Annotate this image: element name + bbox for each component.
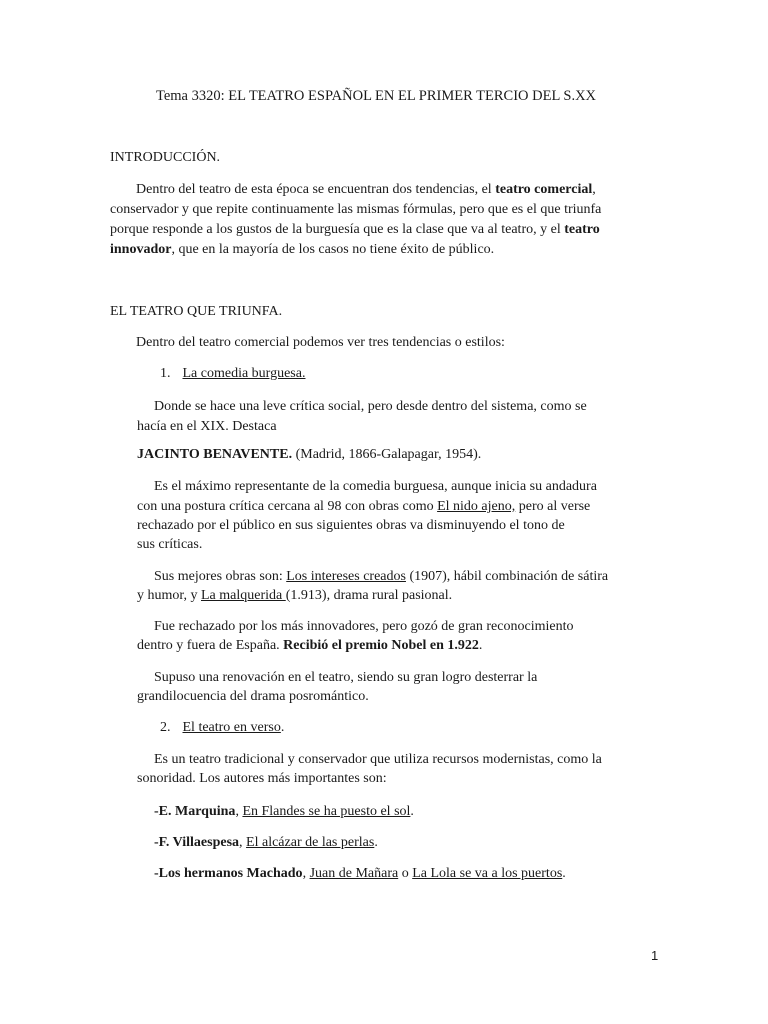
author-villaespesa: -F. Villaespesa, El alcázar de las perlas.	[154, 835, 378, 850]
p3-line-1: Sus mejores obras son: Los intereses creados (1907), hábil combinación de sátira	[154, 569, 609, 584]
author-marquina: -E. Marquina, En Flandes se ha puesto el sol.	[154, 804, 414, 819]
item-label: La comedia burguesa.	[182, 366, 306, 381]
intro-line-4: innovador, que en la mayoría de los casos no tiene éxito de público.	[110, 242, 495, 257]
intro-line-2: conservador y que repite continuamente las mismas fórmulas, pero que es el que triunfa	[110, 202, 602, 217]
work-title: El nido ajeno,	[437, 499, 516, 514]
author-benavente	[137, 445, 481, 465]
work-title: La Lola se va a los puertos	[412, 866, 563, 881]
p1-line-2: hacía en el XIX. Destaca	[137, 419, 277, 434]
item-label: El teatro en verso	[182, 720, 281, 735]
intro-heading: INTRODUCCIÓN.	[110, 150, 221, 165]
p2-line-1: Es el máximo representante de la comedia burguesa, aunque inicia su andadura	[154, 479, 597, 494]
work-title: Juan de Mañara	[309, 866, 399, 881]
intro-line-3: porque responde a los gustos de la burguesía que es la clase que va al teatro, y el teatro	[110, 222, 600, 237]
p6-line-1: Es un teatro tradicional y conservador que utiliza recursos modernistas, como la	[154, 752, 602, 767]
p5-line-1: Supuso una renovación en el teatro, siendo su gran logro desterrar la	[154, 670, 538, 685]
section-heading-teatro-que-triunfa: EL TEATRO QUE TRIUNFA.	[110, 304, 283, 319]
p4-line-2: dentro y fuera de España. Recibió el premio Nobel en 1.922.	[137, 638, 483, 653]
list-item-comedia-burguesa: 1. La comedia burguesa.	[160, 366, 306, 381]
p4-line-1: Fue rechazado por los más innovadores, pero gozó de gran reconocimiento	[154, 619, 574, 634]
author-name: JACINTO BENAVENTE.	[137, 447, 293, 462]
work-title: Los intereses creados	[286, 569, 406, 584]
section-intro: Dentro del teatro comercial podemos ver tres tendencias o estilos:	[136, 335, 505, 350]
work-title: En Flandes se ha puesto el sol	[242, 804, 411, 819]
author-hermanos-machado: -Los hermanos Machado, Juan de Mañara o La Lola se va a los puertos.	[154, 866, 566, 881]
document-title: Tema 3320: EL TEATRO ESPAÑOL EN EL PRIMER TERCIO DEL S.XX	[156, 88, 597, 104]
work-title: La malquerida	[201, 588, 286, 603]
p6-line-2: sonoridad. Los autores más importantes son:	[137, 771, 387, 786]
p3-line-2: y humor, y La malquerida (1.913), drama rural pasional.	[137, 588, 453, 603]
author-dates: (Madrid, 1866-Galapagar, 1954).	[292, 447, 482, 462]
intro-line-1: Dentro del teatro de esta época se encuentran dos tendencias, el teatro comercial,	[136, 182, 596, 197]
p5-line-2: grandilocuencia del drama posromántico.	[137, 689, 369, 704]
page-number: 1	[651, 948, 659, 963]
list-item-teatro-en-verso: 2. El teatro en verso.	[160, 720, 285, 735]
p2-line-4: sus críticas.	[137, 537, 203, 552]
p2-line-2: con una postura crítica cercana al 98 con obras como El nido ajeno, pero al verse	[137, 499, 591, 514]
work-title: El alcázar de las perlas	[246, 835, 375, 850]
p2-line-3: rechazado por el público en sus siguientes obras va disminuyendo el tono de	[137, 518, 565, 533]
p1-line-1: Donde se hace una leve crítica social, pero desde dentro del sistema, como se	[154, 399, 587, 414]
